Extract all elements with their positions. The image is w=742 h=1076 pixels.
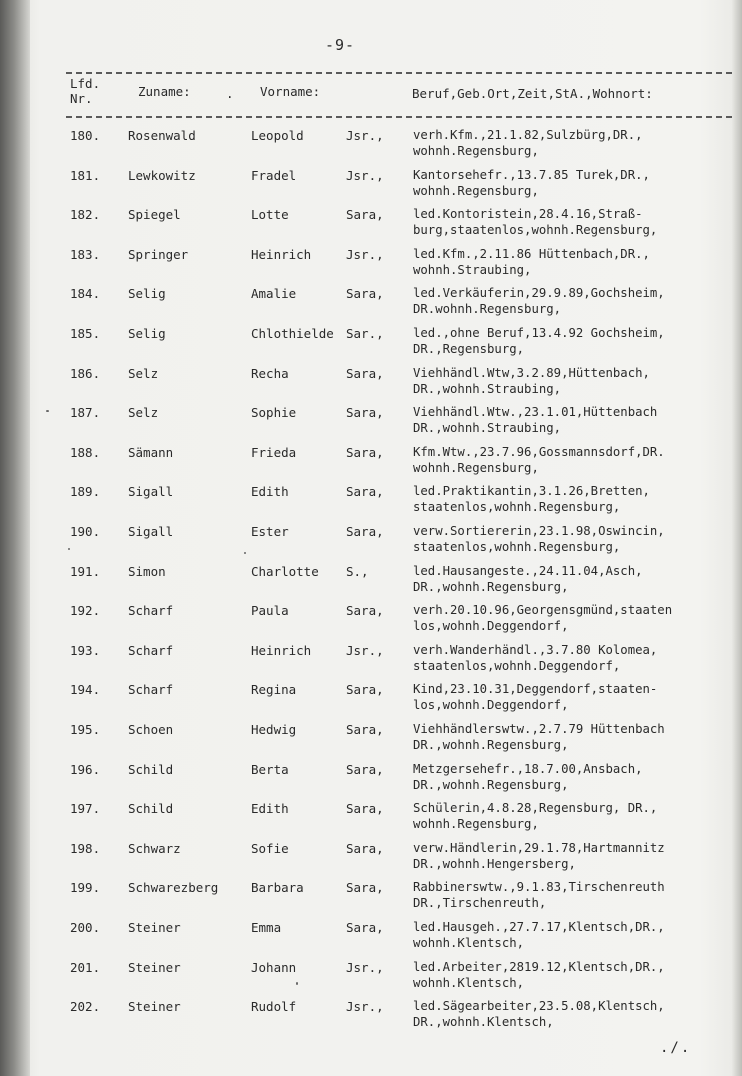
detail-line1: verh.Wanderhändl.,3.7.80 Kolomea, [413,643,658,657]
detail-line1: Schülerin,4.8.28,Regensburg, DR., [413,801,658,815]
surname: Selig [128,286,166,301]
detail-line1: led.Arbeiter,2819.12,Klentsch,DR., [413,960,665,974]
person-details [413,960,739,991]
person-details [413,920,739,951]
entry-number: 191. [70,564,101,579]
entry-number: 193. [70,643,101,658]
entry-number: 180. [70,128,101,143]
given-name: Regina [251,682,297,697]
surname: Sigall [128,524,174,539]
person-details [413,286,739,317]
given-name: Lotte [251,207,289,222]
list-item [0,643,742,679]
list-item [0,762,742,798]
entry-number: 188. [70,445,101,460]
given-name: Chlothielde [251,326,334,341]
list-item [0,603,742,639]
person-details [413,880,739,911]
added-name: Sara, [346,841,384,856]
entry-number: 187. [70,405,101,420]
person-details [413,366,739,397]
person-details [413,603,739,634]
detail-line2: DR.,wohnh.Hengersberg, [413,856,576,871]
surname: Scharf [128,603,174,618]
detail-line1: led.Sägearbeiter,23.5.08,Klentsch, [413,999,665,1013]
detail-line1: Viehhändl.Wtw.,23.1.01,Hüttenbach [413,405,658,419]
list-item [0,999,742,1035]
list-item [0,128,742,164]
detail-line2: DR.,wohnh.Regensburg, [413,579,569,594]
person-details [413,722,739,753]
added-name: Sara, [346,603,384,618]
given-name: Paula [251,603,289,618]
list-item [0,445,742,481]
detail-line2: staatenlos,wohnh.Regensburg, [413,499,621,514]
surname: Steiner [128,999,181,1014]
detail-line2: DR.,wohnh.Klentsch, [413,1014,554,1029]
given-name: Berta [251,762,289,777]
detail-line2: DR.,Tirschenreuth, [413,895,547,910]
entry-number: 201. [70,960,101,975]
surname: Spiegel [128,207,181,222]
added-name: Jsr., [346,168,384,183]
surname: Rosenwald [128,128,196,143]
person-details [413,564,739,595]
entry-number: 189. [70,484,101,499]
header-bottom-rule [66,116,732,118]
given-name: Hedwig [251,722,297,737]
given-name: Charlotte [251,564,319,579]
entry-number: 190. [70,524,101,539]
given-name: Emma [251,920,282,935]
list-item [0,484,742,520]
detail-line2: los,wohnh.Deggendorf, [413,697,569,712]
surname: Schwarezberg [128,880,219,895]
continuation-mark: ./. [660,1040,692,1056]
given-name: Frieda [251,445,297,460]
detail-line2: DR.wohnh.Regensburg, [413,301,562,316]
detail-line1: Kind,23.10.31,Deggendorf,staaten- [413,682,658,696]
entry-number: 186. [70,366,101,381]
given-name: Rudolf [251,999,297,1014]
person-details [413,643,739,674]
person-details [413,207,739,238]
surname: Springer [128,247,189,262]
detail-line2: DR.,wohnh.Regensburg, [413,737,569,752]
added-name: Jsr., [346,960,384,975]
detail-line1: verh.20.10.96,Georgensgmünd,staaten [413,603,673,617]
detail-line1: Kfm.Wtw.,23.7.96,Gossmannsdorf,DR. [413,445,665,459]
detail-line1: Rabbinerswtw.,9.1.83,Tirschenreuth [413,880,665,894]
person-details [413,445,739,476]
surname: Schild [128,801,174,816]
detail-line1: verh.Kfm.,21.1.82,Sulzbürg,DR., [413,128,643,142]
surname: Lewkowitz [128,168,196,183]
added-name: Sara, [346,484,384,499]
given-name: Amalie [251,286,297,301]
detail-line2: wohnh.Klentsch, [413,975,525,990]
header-zuname: Zuname: [138,84,191,99]
entry-number: 195. [70,722,101,737]
entry-number: 197. [70,801,101,816]
person-details [413,682,739,713]
added-name: Sara, [346,762,384,777]
table-header [0,74,742,114]
header-lfd-nr: Lfd. Nr. [70,76,101,106]
surname: Selig [128,326,166,341]
added-name: Sara, [346,722,384,737]
detail-line1: Viehhändlerswtw.,2.7.79 Hüttenbach [413,722,665,736]
given-name: Recha [251,366,289,381]
detail-line2: DR.,Regensburg, [413,341,525,356]
detail-line2: wohnh.Klentsch, [413,935,525,950]
surname: Selz [128,366,159,381]
added-name: Sara, [346,286,384,301]
detail-line2: wohnh.Regensburg, [413,816,539,831]
added-name: Sar., [346,326,384,341]
entry-number: 192. [70,603,101,618]
detail-line1: led.,ohne Beruf,13.4.92 Gochsheim, [413,326,665,340]
added-name: Jsr., [346,128,384,143]
list-item [0,960,742,996]
entry-number: 184. [70,286,101,301]
given-name: Heinrich [251,643,312,658]
list-item [0,326,742,362]
given-name: Barbara [251,880,304,895]
entry-number: 200. [70,920,101,935]
detail-line1: led.Praktikantin,3.1.26,Bretten, [413,484,650,498]
entry-number: 183. [70,247,101,262]
added-name: Sara, [346,880,384,895]
given-name: Sophie [251,405,297,420]
list-item [0,247,742,283]
list-item [0,920,742,956]
detail-line1: Metzgersehefr.,18.7.00,Ansbach, [413,762,643,776]
given-name: Johann [251,960,297,975]
detail-line2: wohnh.Straubing, [413,262,532,277]
detail-line2: staatenlos,wohnh.Regensburg, [413,539,621,554]
list-item [0,524,742,560]
entry-number: 199. [70,880,101,895]
detail-line1: led.Hausgeh.,27.7.17,Klentsch,DR., [413,920,665,934]
surname: Simon [128,564,166,579]
surname: Steiner [128,920,181,935]
scan-speck [296,982,298,985]
person-details [413,762,739,793]
added-name: Sara, [346,801,384,816]
detail-line1: led.Hausangeste.,24.11.04,Asch, [413,564,643,578]
added-name: Jsr., [346,999,384,1014]
list-item [0,841,742,877]
added-name: Sara, [346,405,384,420]
scan-speck [244,552,246,554]
detail-line1: Viehhändl.Wtw,3.2.89,Hüttenbach, [413,366,650,380]
detail-line1: led.Kfm.,2.11.86 Hüttenbach,DR., [413,247,650,261]
detail-line2: wohnh.Regensburg, [413,183,539,198]
surname: Schild [128,762,174,777]
surname: Schoen [128,722,174,737]
list-item [0,722,742,758]
detail-line2: staatenlos,wohnh.Deggendorf, [413,658,621,673]
person-details [413,841,739,872]
added-name: Sara, [346,207,384,222]
person-details [413,999,739,1030]
given-name: Leopold [251,128,304,143]
scan-speck [46,410,49,412]
added-name: Sara, [346,366,384,381]
detail-line2: DR.,wohnh.Straubing, [413,420,562,435]
surname: Sigall [128,484,174,499]
entry-number: 182. [70,207,101,222]
surname: Schwarz [128,841,181,856]
list-item [0,682,742,718]
given-name: Fradel [251,168,297,183]
list-item [0,564,742,600]
person-details [413,405,739,436]
given-name: Heinrich [251,247,312,262]
header-beruf: Beruf,Geb.Ort,Zeit,StA.,Wohnort: [412,86,653,101]
given-name: Edith [251,801,289,816]
list-item [0,286,742,322]
list-item [0,405,742,441]
entry-number: 198. [70,841,101,856]
entry-number: 185. [70,326,101,341]
entry-number: 181. [70,168,101,183]
person-details [413,484,739,515]
added-name: Jsr., [346,643,384,658]
detail-line2: wohnh.Regensburg, [413,143,539,158]
list-item [0,168,742,204]
given-name: Sofie [251,841,289,856]
added-name: Sara, [346,445,384,460]
surname: Sämann [128,445,174,460]
detail-line2: wohnh.Regensburg, [413,460,539,475]
person-details [413,168,739,199]
list-item [0,880,742,916]
entry-number: 196. [70,762,101,777]
page-number: -9- [324,36,356,54]
entry-number: 194. [70,682,101,697]
given-name: Ester [251,524,289,539]
person-details [413,524,739,555]
detail-line1: led.Kontoristein,28.4.16,Straß- [413,207,643,221]
entry-number: 202. [70,999,101,1014]
detail-line2: DR.,wohnh.Regensburg, [413,777,569,792]
added-name: S., [346,564,369,579]
person-details [413,326,739,357]
surname: Scharf [128,643,174,658]
header-dot: . [226,86,234,101]
added-name: Jsr., [346,247,384,262]
surname: Scharf [128,682,174,697]
detail-line1: verw.Händlerin,29.1.78,Hartmannitz [413,841,665,855]
surname: Steiner [128,960,181,975]
added-name: Sara, [346,920,384,935]
detail-line1: Kantorsehefr.,13.7.85 Turek,DR., [413,168,650,182]
person-details [413,128,739,159]
added-name: Sara, [346,682,384,697]
detail-line2: DR.,wohnh.Straubing, [413,381,562,396]
surname: Selz [128,405,159,420]
detail-line1: verw.Sortiererin,23.1.98,Oswincin, [413,524,665,538]
header-vorname: Vorname: [260,84,321,99]
list-item [0,207,742,243]
given-name: Edith [251,484,289,499]
list-item [0,366,742,402]
added-name: Sara, [346,524,384,539]
person-details [413,247,739,278]
detail-line1: led.Verkäuferin,29.9.89,Gochsheim, [413,286,665,300]
list-item [0,801,742,837]
person-details [413,801,739,832]
detail-line2: los,wohnh.Deggendorf, [413,618,569,633]
scan-speck [68,548,70,550]
detail-line2: burg,staatenlos,wohnh.Regensburg, [413,222,658,237]
